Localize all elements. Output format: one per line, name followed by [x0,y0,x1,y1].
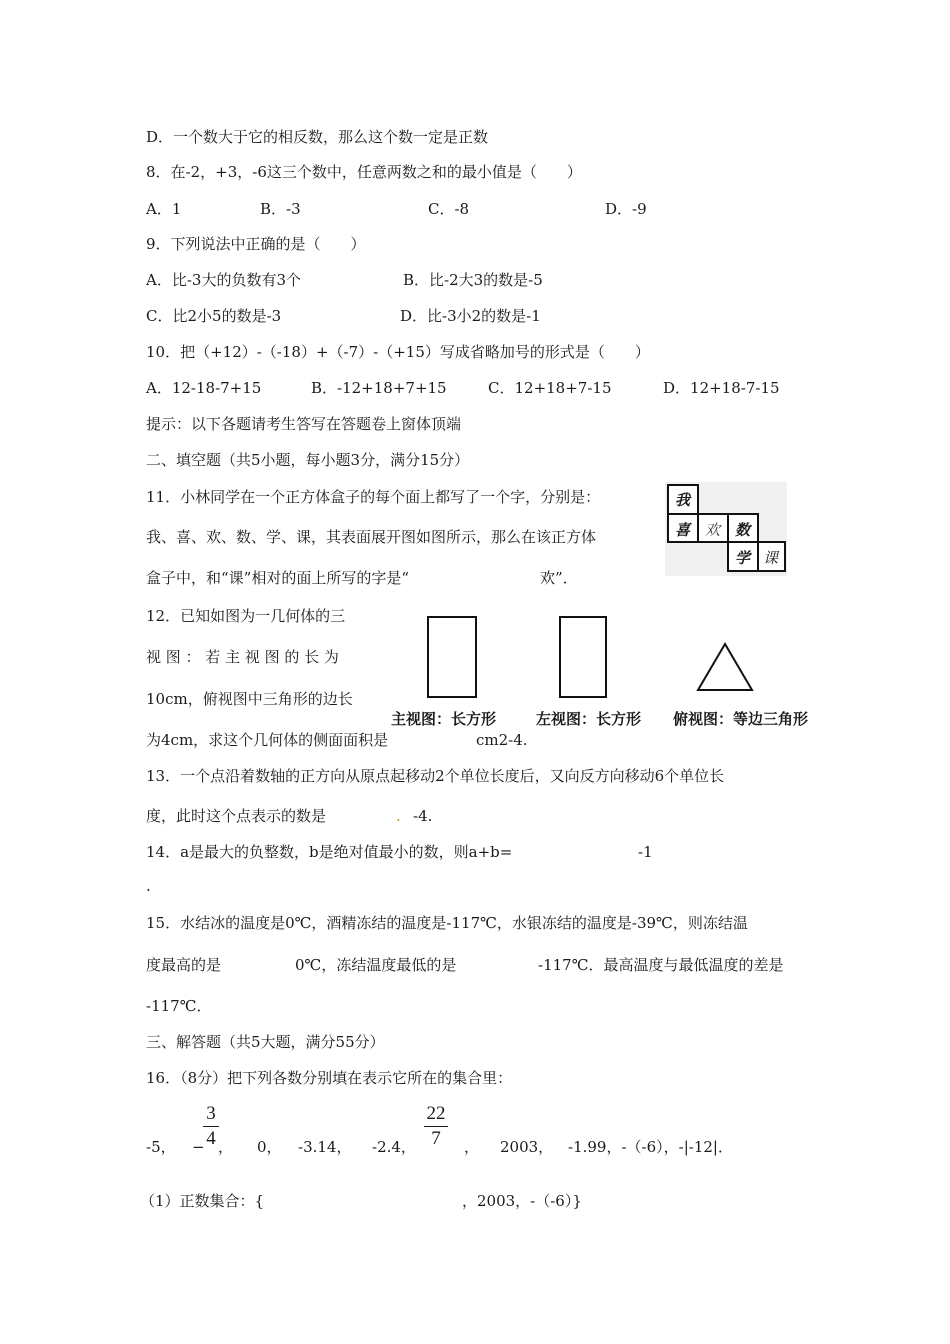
q16-stem: 16．（8分）把下列各数分别填在表示它所在的集合里： [146,1069,513,1087]
net-char-shu: 数 [735,521,751,539]
q15-line-2a: 度最高的是 [146,956,222,974]
q11-line-2: 我、喜、欢、数、学、课，其表面展开图如图所示，那么在该正方体 [146,528,597,546]
q9-stem: 9．下列说法中正确的是（ ） [146,235,366,253]
q10-option-c: C．12+18+7-15 [488,379,612,397]
fraction-2-bar [424,1126,448,1127]
fraction-2-denominator: 7 [431,1128,441,1149]
q16-number-5: 2003， [500,1138,554,1156]
q10-option-b: B．-12+18+7+15 [311,379,447,397]
q13-answer: -4. [413,807,433,825]
fraction-1-bar [203,1126,219,1127]
q9-option-b: B．比-2大3的数是-5 [403,271,543,289]
q11-answer: 欢”． [540,569,578,587]
q15-line-1: 15．水结冰的温度是0℃，酒精冻结的温度是-117℃，水银冻结的温度是-39℃，则冻结温 [146,914,748,932]
q8-option-b: B．-3 [260,200,301,218]
q9-option-d: D．比-3小2的数是-1 [400,307,541,325]
q16-minus-sign: − [192,1138,205,1156]
q12-answer: cm2-4. [476,731,528,749]
left-view-label: 左视图：长方形 [536,710,642,728]
q14-answer: -1 [638,843,653,861]
front-view-rectangle [428,617,476,697]
q8-option-c: C．-8 [428,200,470,218]
q16-positive-set-end: ，2003，-（-6）} [462,1192,582,1210]
front-view-label: 主视图：长方形 [391,710,497,728]
hint-text: 提示：以下各题请考生答写在答题卷上窗体顶端 [146,415,462,433]
q7-option-d: D．一个数大于它的相反数，那么这个数一定是正数 [146,128,489,146]
q14-stem: 14．a是最大的负整数，b是绝对值最小的数，则a+b= [146,843,513,861]
q16-number-6: -1.99，-（-6），-|-12|． [568,1138,733,1156]
three-views-figure [390,612,830,702]
fraction-twenty-two-sevenths [424,1103,448,1150]
q10-option-a: A．12-18-7+15 [146,379,262,397]
q11-line-3a: 盒子中，和“课”相对的面上所写的字是“ [146,569,410,587]
section-2-heading: 二、填空题（共5小题，每小题3分，满分15分） [146,451,470,469]
q13-line-2a: 度，此时这个点表示的数是 [146,807,327,825]
cube-net-figure [665,482,787,576]
q15-line-2b: 0℃，冻结温度最低的是 [295,956,457,974]
net-char-xi: 喜 [675,521,691,539]
q9-option-c: C．比2小5的数是-3 [146,307,282,325]
q14-period: . [146,877,151,895]
q12-line-2: 视 图 ： 若 主 视 图 的 长 为 [146,648,339,666]
net-char-huan: 欢 [705,521,721,539]
q11-line-1: 11．小林同学在一个正方体盒子的每个面上都写了一个字，分别是： [146,488,601,506]
net-char-wo: 我 [675,491,691,509]
fraction-2-numerator: 22 [426,1103,446,1124]
q12-line-1: 12．已知如图为一几何体的三 [146,607,346,625]
q9-option-a: A．比-3大的负数有3个 [146,271,301,289]
q12-line-3: 10cm，俯视图中三角形的边长 [146,690,353,708]
net-char-ke: 课 [763,549,779,567]
top-view-label: 俯视图：等边三角形 [673,710,809,728]
net-char-xue: 学 [735,549,751,567]
q15-line-2c: -117℃．最高温度与最低温度的差是 [538,956,784,974]
q10-stem: 10．把（+12）-（-18）+（-7）-（+15）写成省略加号的形式是（ ） [146,343,650,361]
fraction-1-denominator: 4 [206,1128,216,1149]
q8-option-d: D．-9 [605,200,647,218]
q8-option-a: A．1 [146,200,182,218]
q8-stem: 8．在-2，+3，-6这三个数中，任意两数之和的最小值是（ ） [146,163,582,181]
fraction-1-numerator: 3 [206,1103,216,1124]
q13-line-1: 13．一个点沿着数轴的正方向从原点起移动2个单位长度后，又向反方向移动6个单位长 [146,767,725,785]
section-3-heading: 三、解答题（共5大题，满分55分） [146,1033,385,1051]
q15-line-3: -117℃． [146,997,212,1015]
fraction-three-fourths [203,1103,219,1150]
q13-dot: . [396,807,401,825]
q16-number-4: -2.4， [372,1138,416,1156]
q16-comma-2: ， [464,1138,480,1156]
q10-option-d: D．12+18-7-15 [663,379,780,397]
q16-number-3: -3.14， [298,1138,352,1156]
q16-number-1: -5， [146,1138,176,1156]
q16-positive-set-start: （1）正数集合：{ [140,1192,265,1210]
q16-comma-1: ， [218,1138,234,1156]
top-view-triangle [698,644,752,690]
q12-line-4a: 为4cm，求这个几何体的侧面面积是 [146,731,389,749]
q16-number-2: 0， [257,1138,282,1156]
left-view-rectangle [560,617,606,697]
